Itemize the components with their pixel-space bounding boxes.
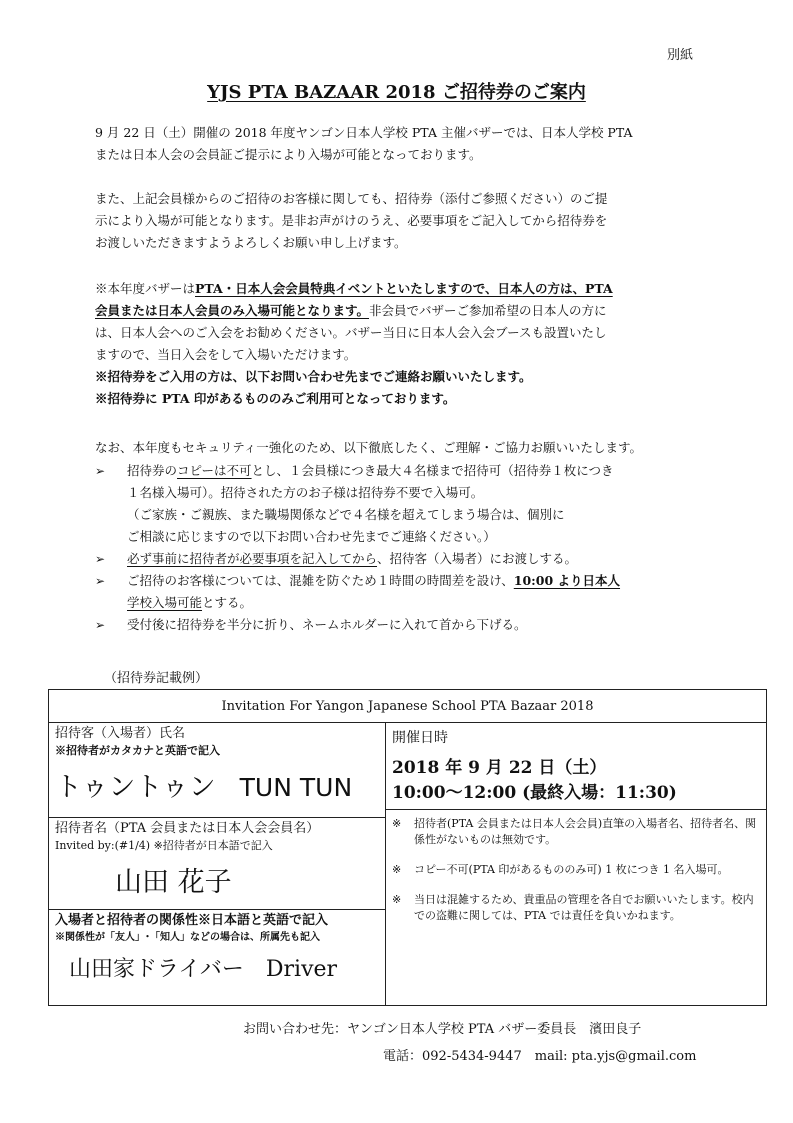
arrow-bullet-icon: ➢	[95, 618, 106, 632]
arrow-bullet-icon: ➢	[95, 574, 106, 588]
arrow-bullet-icon: ➢	[95, 552, 106, 566]
list-item: ➢ 招待券のコピーは不可とし、１会員様につき最大４名様まで招待可（招待券１枚につき １名様入場可）。招待された方のお子様は招待券不要で入場可。 （ご家族・ご親族、また職場関係などで４名様を超えてしまう場合は、個別に ご相談に応じますので以下お問い合わせ先までご連絡ください。）	[95, 460, 707, 548]
attachment-note: 別紙	[667, 48, 694, 63]
guest-name-cell	[49, 723, 386, 818]
time-value: 10:00～12:00 (最終入場：11:30)	[392, 783, 677, 803]
page-title: YJS PTA BAZAAR 2018 ご招待券のご案内	[207, 82, 586, 103]
ticket-note: 招待者(PTA 会員または日本人会会員)直筆の入場者名、招待者名、関係性がないものは無効です。	[414, 817, 757, 846]
relation-value: 山田家ドライバー Driver	[69, 957, 338, 982]
ticket-note: コピー不可(PTA 印があるもののみ可) 1 枚につき 1 名入場可。	[414, 863, 729, 876]
paragraph-member-notice	[95, 278, 705, 410]
guest-name-instruction: ※招待者がカタカナと英語で記入	[55, 744, 220, 757]
inviter-name-label: 招待者名（PTA 会員または日本人会会員名）	[55, 821, 320, 836]
paragraph-invitation	[95, 188, 705, 254]
guest-name-label: 招待客（入場者）氏名	[55, 726, 186, 741]
text-line: は、日本人会へのご入会をお勧めください。バザー当日に日本人会入会ブースも設置いたし	[95, 325, 607, 340]
inviter-name-value: 山田 花子	[115, 867, 232, 898]
text-span: 非会員でバザーご参加希望の日本人の方に	[369, 303, 607, 318]
date-and-notes-cell	[386, 723, 767, 1006]
invitation-ticket-sample	[48, 689, 767, 1006]
text-line: または日本人会の会員証ご提示により入場が可能となっております。	[95, 147, 482, 162]
ticket-notes: ※ 招待者(PTA 会員または日本人会会員)直筆の入場者名、招待者名、関係性がないものは無効です。 ※ コピー不可(PTA 印があるもののみ可) 1 枚につき 1 名入場可。 ※ 当日は混雑するため、貴重品の管理を各自でお願いいたします。校内での盗難に関しては、PTA では責任を負いかねます。	[392, 817, 757, 922]
text-line: （ご家族・ご親族、また職場関係などで４名様を超えてしまう場合は、個別に	[127, 507, 565, 522]
text-line-bold: ※招待券に PTA 印があるもののみご利用可となっております。	[95, 391, 456, 406]
text-span-underline: 必ず事前に招待者が必要事項を記入してから	[127, 551, 378, 566]
text-line: 受付後に招待券を半分に折り、ネームホルダーに入れて首から下げる。	[127, 617, 527, 632]
text-line: なお、本年度もセキュリティ一強化のため、以下徹底したく、ご理解・ご協力お願いいたします。	[95, 440, 643, 455]
date-value: 2018 年 9 月 22 日（土）	[392, 758, 607, 778]
text-span-underline: 学校入場可能	[127, 595, 203, 610]
text-line: お渡しいただきますようよろしくお願い申し上げます。	[95, 235, 407, 250]
text-line: ご相談に応じますので以下お問い合わせ先までご連絡ください。）	[127, 529, 496, 544]
text-line: １名様入場可）。招待された方のお子様は招待券不要で入場可。	[127, 485, 484, 500]
text-line: また、上記会員様からのご招待のお客様に関しても、招待券（添付ご参照ください）のご提	[95, 191, 608, 206]
paragraph-intro	[95, 122, 705, 166]
relation-label: 入場者と招待者の関係性※日本語と英語で記入	[55, 913, 329, 928]
relation-cell	[49, 910, 386, 1006]
rules-list	[95, 460, 707, 636]
text-span: ※本年度バザーは	[95, 281, 196, 296]
text-line: 示により入場が可能となります。是非お声がけのうえ、必要事項をご記入してから招待券を	[95, 213, 608, 228]
ticket-header: Invitation For Yangon Japanese School PTA Bazaar 2018	[49, 690, 767, 723]
text-line: 9 月 22 日（土）開催の 2018 年度ヤンゴン日本人学校 PTA 主催バザーでは、日本人学校 PTA	[95, 125, 633, 140]
text-line-bold: ※招待券をご入用の方は、以下お問い合わせ先までご連絡お願いいたします。	[95, 369, 532, 384]
date-label: 開催日時	[392, 730, 448, 746]
contact-phone-email: 電話：092-5434-9447 mail: pta.yjs@gmail.com	[383, 1049, 697, 1064]
contact-person: お問い合わせ先：ヤンゴン日本人学校 PTA バザー委員長 濱田良子	[243, 1022, 642, 1037]
text-line: ますので、当日入会をして入場いただけます。	[95, 347, 357, 362]
inviter-name-instruction: Invited by:(#1/4) ※招待者が日本語で記入	[55, 839, 273, 852]
text-span-emphasis: 会員または日本人会員のみ入場可能となります。	[95, 303, 370, 318]
relation-instruction: ※関係性が「友人」･「知人」などの場合は、所属先も記入	[55, 932, 320, 943]
list-item: ➢ 必ず事前に招待者が必要事項を記入してから、招待客（入場者）にお渡しする。	[95, 548, 707, 570]
text-span-underline: 10:00 より日本人	[513, 573, 621, 588]
text-span-underline: コピーは不可	[177, 463, 252, 478]
arrow-bullet-icon: ➢	[95, 464, 106, 478]
paragraph-security	[95, 437, 705, 459]
guest-name-value: トゥントゥン TUN TUN	[55, 772, 353, 803]
ticket-note: 当日は混雑するため、貴重品の管理を各自でお願いいたします。校内での盗難に関しては、PTA では責任を負いかねます。	[414, 893, 754, 922]
list-item	[95, 614, 707, 636]
example-label: （招待券記載例）	[104, 671, 209, 686]
inviter-name-cell	[49, 818, 386, 910]
text-span-emphasis: PTA・日本人会会員特典イベントといたしますので、日本人の方は、PTA	[195, 281, 613, 296]
list-item: ➢ ご招待のお客様については、混雑を防ぐため１時間の時間差を設け、10:00 より日本人 学校入場可能とする。	[95, 570, 707, 614]
